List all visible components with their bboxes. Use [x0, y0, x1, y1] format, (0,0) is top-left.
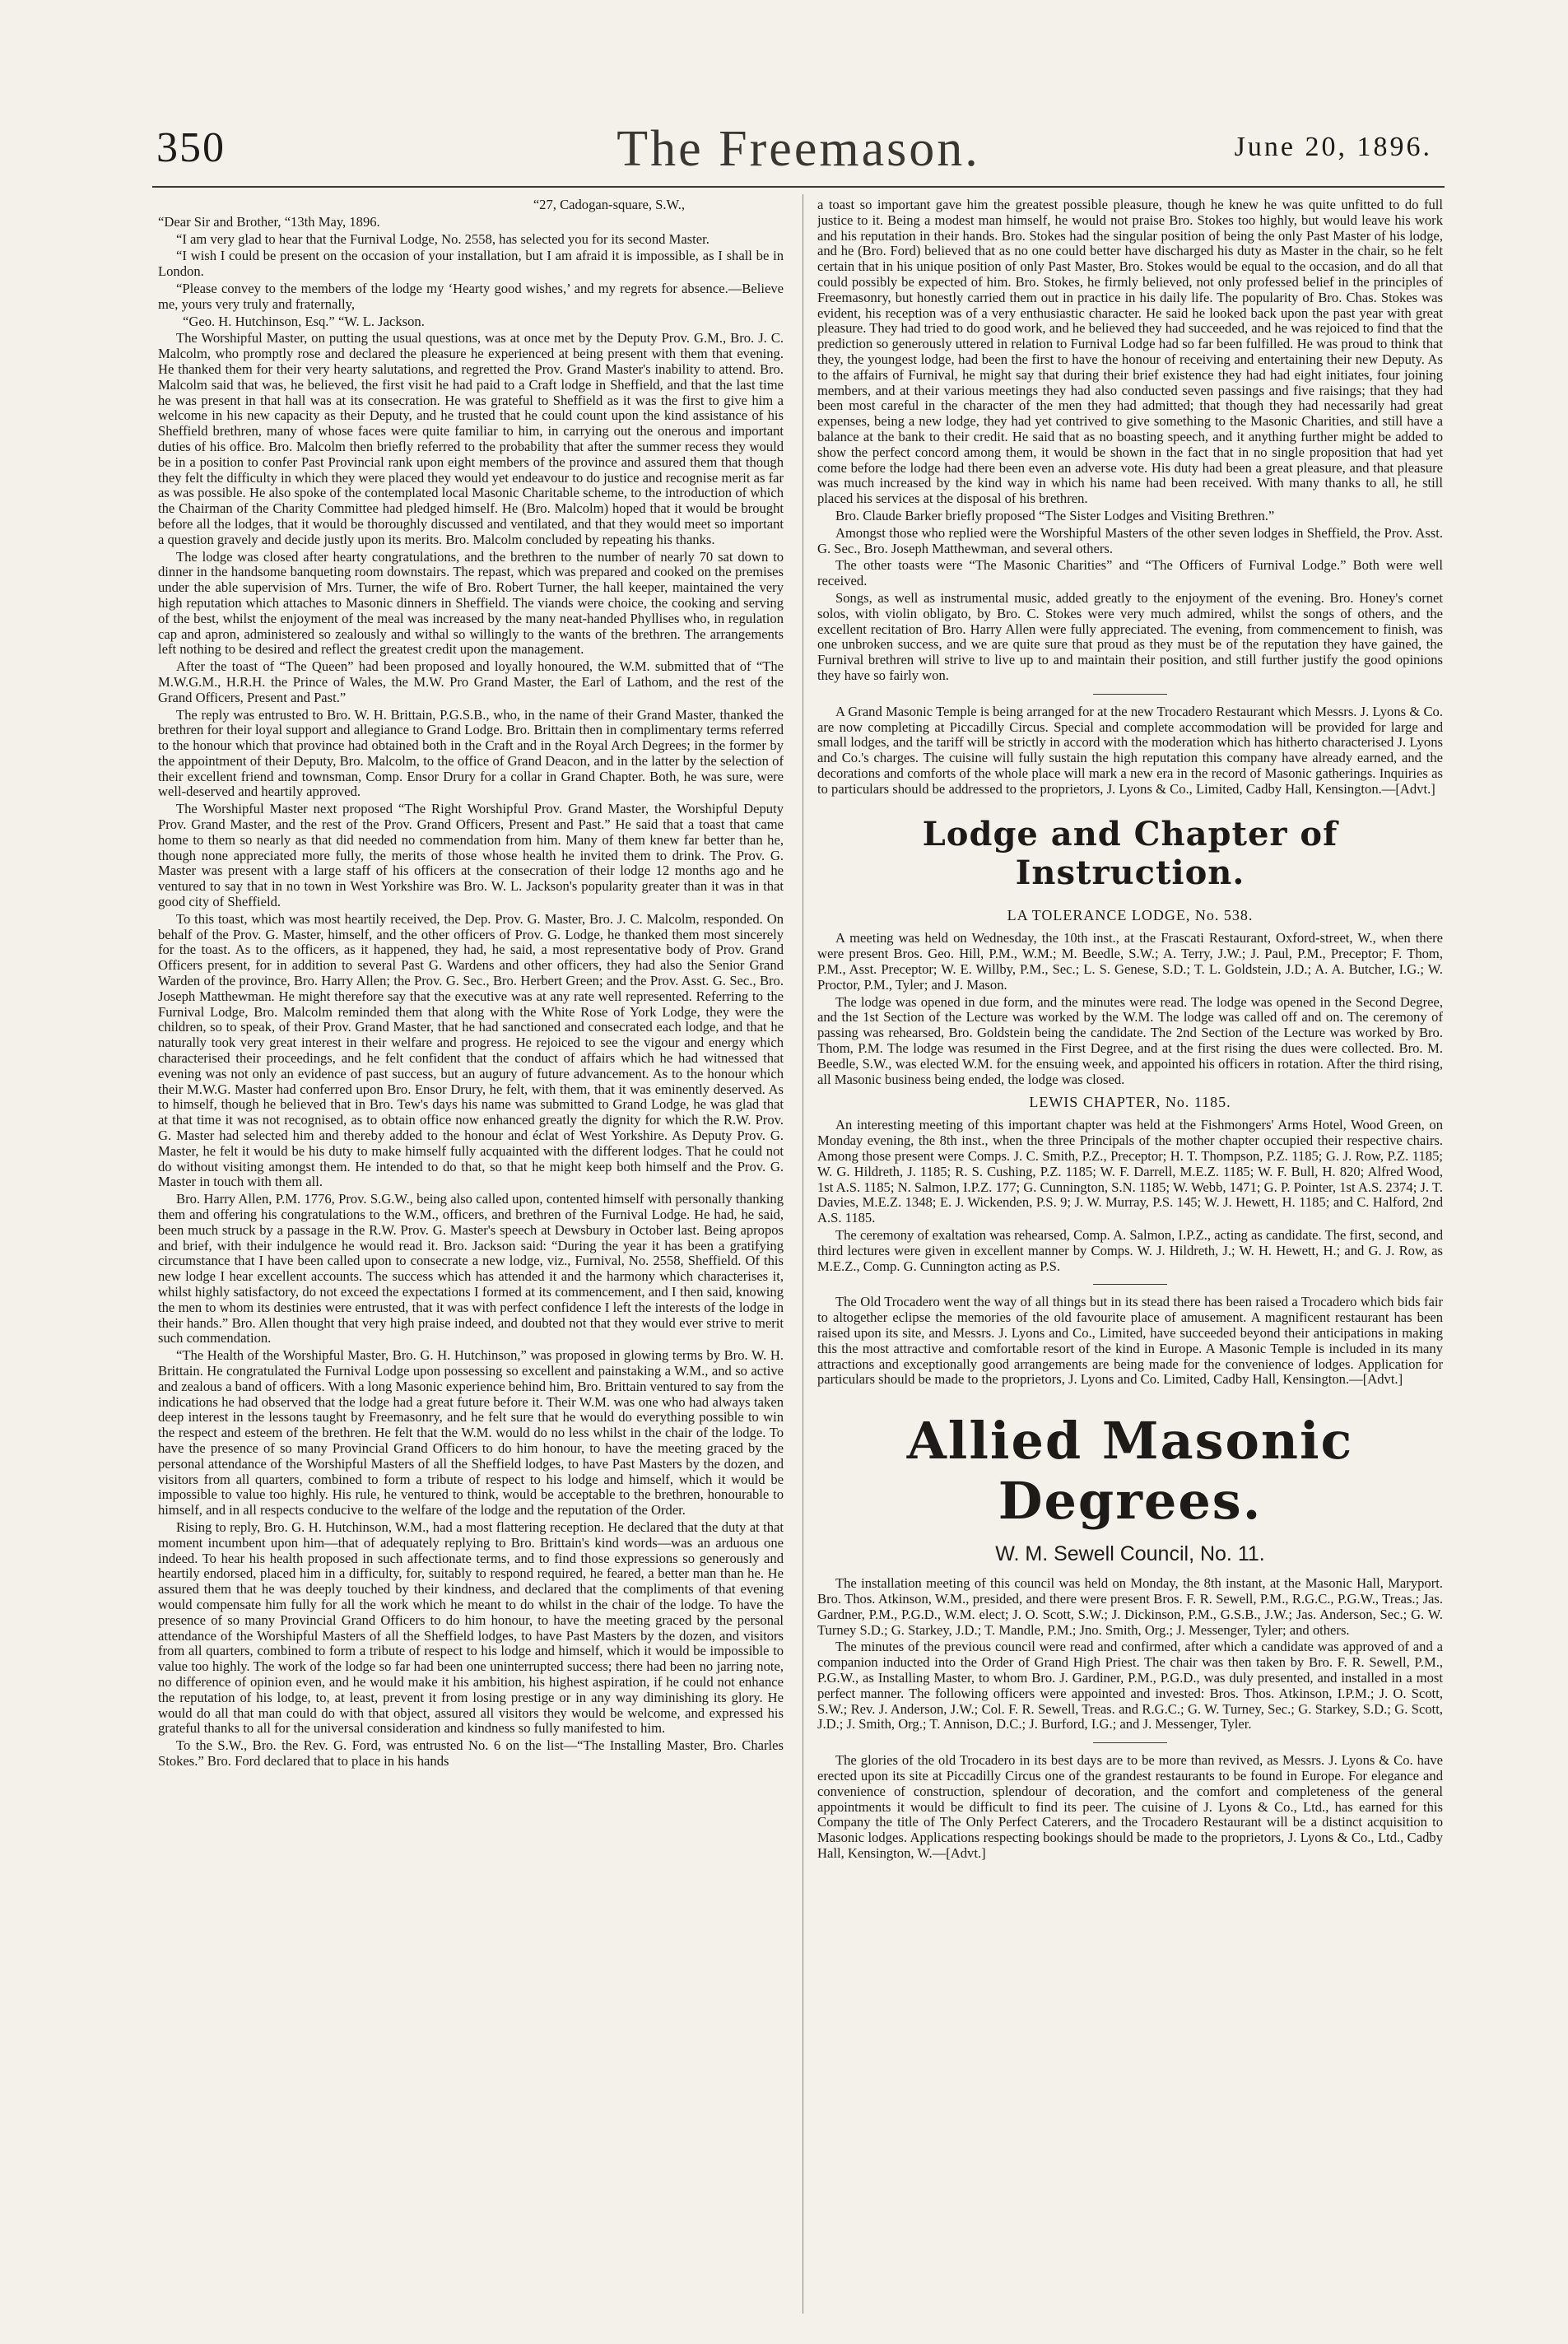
- article-paragraph: The reply was entrusted to Bro. W. H. Brittain, P.G.S.B., who, in the name of their Grand Master, thanked the brethren for their loyal support and allegiance to Grand Lodge. Bro. Brittain then in complimentary terms referred to the honour which that province had obtained both in the Craft and in the Royal Arch Degrees; in the former by the appointment of their Deputy, Bro. Malcolm, to the office of Grand Deacon, and in the latter by the selection of their excellent friend and townsman, Comp. Ensor Drury for a collar in Grand Chapter. Both, he was sure, were well-deserved and heartily approved.: [158, 706, 784, 800]
- letter-paragraph: “Please convey to the members of the lodge my ‘Hearty good wishes,’ and my regrets for absence.—Believe me, yours very truly and fraternally,: [158, 280, 784, 312]
- section-heading-allied-degrees: Allied Masonic Degrees.: [906, 1411, 1354, 1532]
- advertisement: The Old Trocadero went the way of all things but in its stead there has been raised a Trocadero which bids fair to altogether eclipse the memories of the old favourite place of amusement. A magnificent restaurant has been raised upon its site, and Messrs. J. Lyons and Co., Limited, have succeeded beyond their anticipations in making this the most attractive and comfortable resort of the kind in Europe. A Masonic Temple is included in its many attractions and exceptionally good arrangements are being made for the convenience of lodges. Application for particulars should be made to the proprietors, J. Lyons and Co. Limited, Cadby Hall, Kensington.—[Advt.]: [817, 1294, 1443, 1388]
- council-subheading: W. M. Sewell Council, No. 11.: [995, 1542, 1265, 1566]
- article-paragraph: Bro. Harry Allen, P.M. 1776, Prov. S.G.W., being also called upon, contented himself with personally thanking them and offering his congratulations to the W.M., officers, and brethren of the Furnival Lodge. He had, he said, been much struck by a passage in the R.W. Prov. G. Master's speech at Dewsbury in October last. Being apropos and brief, with their indulgence he would read it. Bro. Jackson said: “During the year it has been a gratifying circumstance that I have been called upon to consecrate a new lodge, viz., Furnival, No. 2558, Sheffield. Of this new lodge I hear excellent accounts. The success which has attended it and the harmony which characterises it, whilst highly satisfactory, do not exceed the expectations I formed at its commencement, and I then said, knowing the men to whom its destinies were entrusted, that it was with perfect confidence I left the interests of the lodge in their hands.” Bro. Allen thought that very high praise indeed, and doubted not that they would ever strive to merit such commendation.: [158, 1191, 784, 1346]
- article-paragraph: “The Health of the Worshipful Master, Bro. G. H. Hutchinson,” was proposed in glowing terms by Bro. W. H. Brittain. He congratulated the Furnival Lodge upon possessing so excellent and painstaking a W.M., and so active and zealous a band of officers. With a long Masonic experience behind him, Bro. Brittain ventured to say from the indications he had observed that the lodge had a great future before it. Their W.M. was one who had always taken deep interest in the lessons taught by Freemasonry, and he felt sure that he would do everything possible to win the respect and esteem of the brethren. He felt that the W.M. would do no less whilst in the chair of the lodge. To have the presence of so many Provincial Grand Officers to do him honour, to have the meeting graced by the personal attendance of the Worshipful Masters of all the Sheffield lodges, to have Past Masters by the dozen, and visitors from all quarters, combined to form a tribute of respect to his lodge and himself, which it would be impossible to value too highly. His rule, he ventured to think, would be acceptable to the brethren, honourable to himself, and in all respects conducive to the welfare of the lodge and the reputation of the Order.: [158, 1347, 784, 1518]
- report-paragraph: The installation meeting of this council was held on Monday, the 8th instant, at the Masonic Hall, Maryport. Bro. Thos. Atkinson, W.M., presided, and there were present Bros. F. R. Sewell, P.M., R.G.C., P.G.W., Treas.; Jas. Gardner, P.M., P.G.D., W.M. elect; J. O. Scott, S.W.; J. Dickinson, P.M., G.S.B., J.W.; Jas. Anderson, Sec.; G. W. Turney S.D.; G. Starkey, J.D.; T. Mandle, P.M.; Jno. Smith, Org.; J. Messenger, Tyler; and others.: [817, 1575, 1443, 1638]
- article-paragraph: To the S.W., Bro. the Rev. G. Ford, was entrusted No. 6 on the list—“The Installing Master, Bro. Charles Stokes.” Bro. Ford declared that to place in his hands: [158, 1737, 784, 1769]
- letter-paragraph: “I am very glad to hear that the Furnival Lodge, No. 2558, has selected you for its second Master.: [176, 230, 710, 247]
- report-paragraph: The ceremony of exaltation was rehearsed, Comp. A. Salmon, I.P.Z., acting as candidate. The first, second, and third lectures were given in excellent manner by Comps. W. J. Hildreth, J.; W. H. Hewett, H.; and G. J. Row, as M.E.Z., Comp. G. Cunnington acting as P.S.: [817, 1227, 1443, 1274]
- masthead: [156, 123, 1440, 181]
- article-paragraph: The other toasts were “The Masonic Charities” and “The Officers of Furnival Lodge.” Both were well received.: [817, 557, 1443, 589]
- article-paragraph: The Worshipful Master, on putting the usual questions, was at once met by the Deputy Prov. G.M., Bro. J. C. Malcolm, who promptly rose and declared the pleasure he experienced at being present with them that evening. He thanked them for their very hearty salutations, and regretted the Prov. Grand Master's inability to attend. Bro. Malcolm said that was, he believed, the first visit he had paid to a Craft lodge in Sheffield, and that the last time he was present in that hall was at its consecration. He was grateful to Sheffield as it was the first to give him a welcome in his new capacity as their Deputy, and he trusted that he could count upon the kind assistance of his Sheffield brethren, many of whose faces were quite familiar to him, in carrying out the onerous and important duties of his office. Bro. Malcolm then briefly referred to the probability that after the summer recess they would be in a position to confer Past Provincial rank upon eight members of the province and assured them that though they felt the difficulty in which they were placed they would yet endeavour to do justice and recognise merit as far as was possible. He also spoke of the contemplated local Masonic Charitable scheme, to the introduction of which the Chairman of the Charity Committee had pledged himself. He (Bro. Malcolm) hoped that it would be brought before all the lodges, that it would be thoroughly discussed and ventilated, and that they would meet so important a question gravely and decide justly upon its merits. Bro. Malcolm concluded by repeating his thanks.: [158, 330, 784, 547]
- letter-paragraph: “I wish I could be present on the occasion of your installation, but I am afraid it is impossible, as I shall be in London.: [158, 248, 784, 280]
- letter-signature: “Geo. H. Hutchinson, Esq.” “W. L. Jackson.: [183, 313, 425, 329]
- newspaper-title: The Freemason.: [616, 121, 980, 177]
- left-column: [158, 198, 784, 2311]
- advertisement: A Grand Masonic Temple is being arranged for at the new Trocadero Restaurant which Messrs. J. Lyons & Co. are now completing at Piccadilly Circus. Special and complete accommodation will be provided for large and small lodges, and the tariff will be strictly in accord with the moderation which has hitherto characterised J. Lyons and Co.'s charges. The cuisine will fully sustain the high reputation this company have already earned, and the decorations and comforts of the whole place will mark a new era in the record of Masonic gatherings. Inquiries as to particulars should be addressed to the proprietors, J. Lyons & Co., Limited, Cadby Hall, Kensington.—[Advt.]: [817, 703, 1443, 797]
- article-paragraph: a toast so important gave him the greatest possible pleasure, though he knew he was quite unfitted to do full justice to it. Being a modest man himself, he would not praise Bro. Stokes too highly, but would leave his work and his reputation in their hands. Bro. Stokes had the singular position of being the only Past Master of his lodge, and he (Bro. Ford) believed that as no one could better have discharged his duty as Master in the chair, so he felt certain that in his unique position of only Past Master, Bro. Stokes would be equal to the occasion, and do all that could possibly be expected of him. Bro. Stokes, he firmly believed, not only professed belief in the principles of Freemasonry, but honestly carried them out in practice in his daily life. The popularity of Bro. Chas. Stokes was evident, his reception was of a very enthusiastic character. He said he looked back upon the past year with great pleasure. They had tried to do good work, and he believed they had succeeded, and he was rejoiced to find that the prediction so generously uttered in relation to Furnival Lodge had so far been fulfilled. He was proud to think that they, the youngest lodge, had been the first to have the honour of receiving and entertaining their new Deputy. As to the affairs of Furnival, he might say that during their brief existence they had had eight initiates, four joining members, and at their various meetings they had also conducted seven passings and five raisings; that they had been most careful in the character of the men they had admitted; that though they had necessarily had great expenses, being a new lodge, they had yet contrived to give something to the Masonic Charities, and still have a balance at the bank to their credit. He said that as no boasting speech, and it anything further might be added to show the perfect concord among them, it would be shown in the fact that in no single proposition that had yet come before the lodge had there been even an adverse vote. His duty had been a great pleasure, and that pleasure was much increased by the kind way in which his name had been received. With many thanks to all, he still placed his services at the disposal of his brethren.: [817, 198, 1443, 507]
- section-divider: [1093, 1742, 1167, 1743]
- article-paragraph: Songs, as well as instrumental music, added greatly to the enjoyment of the evening. Bro. Honey's cornet solos, with violin obligato, by Bro. C. Stokes were very much admired, whilst the songs of others, and the excellent recitation of Bro. Harry Allen were fully appreciated. The evening, from commencement to finish, was one unbroken success, and we are quite sure that proud as they must be of the reputation they have gained, the Furnival brethren will strive to live up to and maintain their position, and still further justify the good opinions they have so fairly won.: [817, 589, 1443, 683]
- page-number: 350: [156, 124, 226, 171]
- advertisement: The glories of the old Trocadero in its best days are to be more than revived, as Messrs. J. Lyons & Co. have erected upon its site at Piccadilly Circus one of the grandest restaurants to be found in Europe. For elegance and convenience of construction, splendour of decoration, and the comfort and completeness of the general appointments it would be difficult to find its peer. The cuisine of J. Lyons & Co., Ltd., has earned for this Company the title of The Only Perfect Caterers, and the Trocadero Restaurant will be a distinct acquisition to Masonic lodges. Applications respecting bookings should be made to the proprietors, J. Lyons & Co., Ltd., Cadby Hall, Kensington, W.—[Advt.]: [817, 1752, 1443, 1861]
- issue-date: June 20, 1896.: [1234, 132, 1432, 162]
- letter-date: “Dear Sir and Brother, “13th May, 1896.: [158, 213, 380, 230]
- masthead-rule: [152, 186, 1445, 188]
- section-divider: [1093, 1284, 1167, 1285]
- section-heading-lodge-instruction: Lodge and Chapter of Instruction.: [922, 815, 1338, 893]
- article-paragraph: After the toast of “The Queen” had been proposed and loyally honoured, the W.M. submitted that of “The M.W.G.M., H.R.H. the Prince of Wales, the M.W. Pro Grand Master, the Earl of Lathom, and the rest of the Grand Officers, Present and Past.”: [158, 658, 784, 705]
- report-paragraph: The lodge was opened in due form, and the minutes were read. The lodge was opened in the Second Degree, and the 1st Section of the Lecture was worked by the W.M. The lodge was called off and on. The ceremony of passing was rehearsed, Bro. Goldstein being the candidate. The 2nd Section of the Lecture was worked by Bro. Thom, P.M. The lodge was resumed in the First Degree, and at the first rising the dues were collected. Bro. M. Beedle, S.W., was elected W.M. for the ensuing week, and appointed his officers in rotation. After the third rising, all Masonic business being ended, the lodge was closed.: [817, 993, 1443, 1087]
- section-divider: [1093, 694, 1167, 695]
- lodge-subheading: LA TOLERANCE LODGE, No. 538.: [1007, 907, 1254, 924]
- article-paragraph: To this toast, which was most heartily received, the Dep. Prov. G. Master, Bro. J. C. Malcolm, responded. On behalf of the Prov. G. Master, himself, and the other officers of Prov. G. Lodge, he thanked them most sincerely for the toast. As to the officers, as it happened, they had, he said, a most representative body of Prov. Grand Officers present, for in addition to several Past G. Wardens and other officers, they had also the Senior Grand Warden of the province, Bro. Harry Allen; the Prov. G. Sec., Bro. Herbert Green; and the Prov. Asst. G. Sec., Bro. Joseph Matthewman. He might therefore say that the executive was at any rate well represented. Referring to the Furnival Lodge, Bro. Malcolm reminded them that along with the White Rose of York Lodge, they were the children, so to speak, of their Prov. Grand Master, that he had sanctioned and consecrated each lodge, and that he naturally took very great interest in their welfare and progress. He rejoiced to see the vigour and energy which characterised their proceedings, and he felt confident that the conduct of affairs which he had witnessed that evening was not only an evidence of past success, but an augury of future advancement. As to the honour which their M.W.G. Master had conferred upon Bro. Ensor Drury, he felt, with them, that it was eminently deserved. As to himself, though he believed that in Bro. Tew's days his name was submitted to Grand Lodge, he was glad that at that time it was not recognised, as to obtain office now enhanced greatly the dignity for which the R.W. Prov. G. Master had selected him and thereby added to the honour and éclat of West Yorkshire. As Deputy Prov. G. Master, he felt it would be his duty to make himself fully acquainted with the different lodges. That he could not do without visiting amongst them. He intended to do that, so that he might keep both himself and the Prov. G. Master in touch with them all.: [158, 910, 784, 1190]
- report-paragraph: An interesting meeting of this important chapter was held at the Fishmongers' Arms Hotel, Wood Green, on Monday evening, the 8th inst., when the three Principals of the mother chapter occupied their respective chairs. Among those present were Comps. J. C. Smith, P.Z., Preceptor; H. T. Thompson, P.Z. 1185; G. J. Row, P.Z. 1185; W. G. Hildreth, J. 1185; R. S. Cushing, P.Z. 1185; W. F. Darrell, M.E.Z. 1185; W. F. Bull, H. 820; Alfred Wood, 1st A.S. 1185; N. Salmon, I.P.Z. 177; G. Cunnington, S.N. 1185; W. Webb, 1471; G. P. Pointer, 1st A.S. 2374; J. T. Davies, M.E.Z. 1348; E. J. Wickenden, P.S. 9; J. W. Murray, P.S. 145; W. J. Hewett, H. 1185; and C. Halford, 2nd A.S. 1185.: [817, 1117, 1443, 1226]
- chapter-subheading: LEWIS CHAPTER, No. 1185.: [1029, 1094, 1231, 1111]
- article-paragraph: Rising to reply, Bro. G. H. Hutchinson, W.M., had a most flattering reception. He declared that the duty at that moment incumbent upon him—that of adequately replying to Bro. Brittain's kind words—was an arduous one indeed. To hear his health proposed in such affectionate terms, and to find those expressions so generously and heartily endorsed, placed him in a difficulty, for, suitably to respond required, he feared, a better man than he. He assured them that he was deeply touched by their kindness, and declared that the compliments of that evening would compensate him fully for all the work which he meant to do whilst in the chair of the lodge. To have the presence of so many Provincial Grand Officers to do him honour, to have the meeting graced by the personal attendance of the Worshipful Masters of all the Sheffield lodges, to have Past Masters by the dozen, and visitors from all quarters, combined to form a tribute of respect to his lodge and himself, which it would be impossible to value too highly. The work of the lodge so far had been one uninterrupted success; there had been no jarring note, no difference of opinion even, and he would make it his ambition, his highest aspiration, if he could not enhance the reputation of his lodge, to, at least, prevent it from losing prestige or in any way diminishing its glory. He would do all that man could do with that object, assured all visitors they would be welcome, and expressed his grateful thanks to all for the universal consideration and kindness so fully manifested to him.: [158, 1518, 784, 1737]
- article-paragraph: The Worshipful Master next proposed “The Right Worshipful Prov. Grand Master, the Worshipful Deputy Prov. Grand Master, and the rest of the Prov. Grand Officers, Present and Past.” He said that a toast that came home to them so nearly as that did needed no commendation from him. Many of them knew far better than he, though none appreciated more fully, the merits of those whose health he invited them to drink. The Prov. G. Master was present with a large staff of his officers at the consecration of their lodge 12 months ago and he ventured to say that in no town in West Yorkshire was Bro. W. L. Jackson's popularity greater than it was in that good city of Sheffield.: [158, 801, 784, 910]
- letter-address: “27, Cadogan-square, S.W.,: [533, 198, 685, 212]
- report-paragraph: The minutes of the previous council were read and confirmed, after which a candidate was approved of and a companion inducted into the Order of Grand High Priest. The chair was then taken by Bro. F. R. Sewell, P.M., P.G.W., as Installing Master, to whom Bro. J. Gardiner, P.M., P.G.D., was duly presented, and installed in a most perfect manner. The following officers were appointed and invested: Bros. Thos. Atkinson, I.P.M.; J. O. Scott, S.W.; Rev. J. Anderson, J.W.; Col. F. R. Sewell, Treas. and R.G.C.; G. W. Turney, Sec.; G. Starkey, S.D.; G. Scott, J.D.; J. Smith, Org.; T. Annison, D.C.; J. Burford, I.G.; and J. Messenger, Tyler.: [817, 1639, 1443, 1732]
- article-paragraph: The lodge was closed after hearty congratulations, and the brethren to the number of nearly 70 sat down to dinner in the handsome banqueting room downstairs. The repast, which was prepared and cooked on the premises under the able supervision of Mrs. Turner, the wife of Bro. Robert Turner, the hall keeper, maintained the very high reputation which attaches to Masonic dinners in Sheffield. The viands were choice, the cooking and serving of the best, whilst the enjoyment of the meal was increased by the many neat-handed Phyllises who, in regulation cap and apron, administered so zealously and withal so willingly to the wants of the brethren. The arrangements left nothing to be desired and reflect the greatest credit upon the management.: [158, 548, 784, 658]
- report-paragraph: A meeting was held on Wednesday, the 10th inst., at the Frascati Restaurant, Oxford-street, W., when there were present Bros. Geo. Hill, P.M., W.M.; M. Beedle, S.W.; A. Terry, J.W.; J. Paul, P.M., Preceptor; F. Thom, P.M., Asst. Preceptor; W. E. Willby, P.M., Sec.; L. S. Genese, S.D.; T. L. Goldstein, J.D.; A. A. Butcher, I.G.; W. Proctor, P.M., Tyler; and J. Mason.: [817, 930, 1443, 993]
- article-paragraph: Bro. Claude Barker briefly proposed “The Sister Lodges and Visiting Brethren.”: [835, 507, 1275, 523]
- right-column: [817, 198, 1443, 2311]
- article-paragraph: Amongst those who replied were the Worshipful Masters of the other seven lodges in Sheffield, the Prov. Asst. G. Sec., Bro. Joseph Matthewman, and several others.: [817, 524, 1443, 556]
